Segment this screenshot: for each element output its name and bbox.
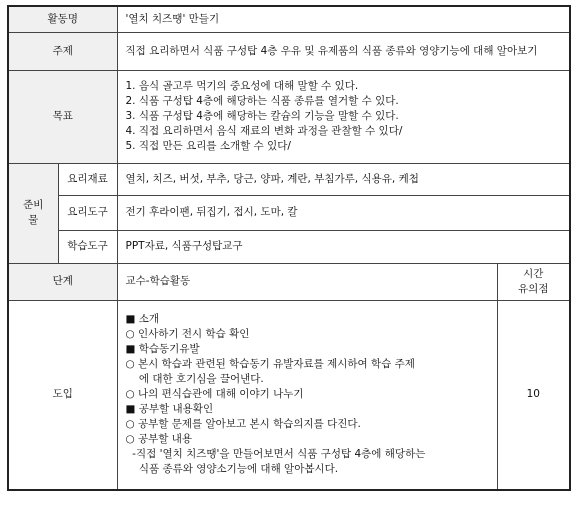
- goal-item: 1. 음식 골고루 먹기의 중요성에 대해 말할 수 있다.: [125, 80, 359, 92]
- intro-line: ○ 본시 학습과 관련된 학습동기 유발자료를 제시하여 학습 주제: [125, 358, 415, 371]
- ingredients-value: 열치, 치즈, 버섯, 부추, 당근, 양파, 계란, 부침가루, 식용유, 케첩: [117, 163, 570, 195]
- tools-label: 요리도구: [58, 195, 117, 230]
- intro-line: 식품 종류와 영양소기능에 대해 알아봅시다.: [125, 463, 339, 476]
- goal-row: [8, 70, 570, 163]
- activity-value: '열치 치즈땡' 만들기: [117, 6, 570, 32]
- topic-row: [8, 32, 570, 70]
- intro-line: ■ 소개: [125, 313, 160, 326]
- goal-item: 3. 식품 구성탑 4층에 해당하는 칼슘의 기능을 말할 수 있다.: [125, 110, 399, 122]
- prep-label: 준비물: [8, 163, 58, 263]
- procedure-header-row: [8, 263, 570, 300]
- topic-value: 직접 요리하면서 식품 구성탑 4층 우유 및 유제품의 식품 종류와 영양기능에 대해 알아보기: [117, 32, 570, 70]
- intro-activities: [117, 300, 497, 490]
- prep-tools-row: [8, 195, 570, 230]
- activity-label: 활동명: [8, 6, 117, 32]
- prep-ingredients-row: [8, 163, 570, 195]
- stage-header: 단계: [8, 263, 117, 300]
- activity-row: [8, 6, 570, 32]
- intro-line: -직접 '열치 치즈땡'을 만들어보면서 식품 구성탑 4층에 해당하는: [125, 448, 426, 461]
- intro-stage: 도입: [8, 300, 117, 490]
- topic-label: 주제: [8, 32, 117, 70]
- goal-item: 5. 직접 만든 요리를 소개할 수 있다/: [125, 140, 291, 152]
- intro-line: 에 대한 호기심을 끌어낸다.: [125, 373, 264, 386]
- prep-materials-row: [8, 230, 570, 263]
- tools-value: 전기 후라이팬, 뒤집기, 접시, 도마, 칼: [117, 195, 570, 230]
- goal-list: [117, 70, 570, 163]
- intro-line: ○ 인사하기 전시 학습 확인: [125, 328, 250, 341]
- goal-item: 4. 직접 요리하면서 음식 재료의 변화 과정을 관찰할 수 있다/: [125, 125, 403, 137]
- intro-line: ■ 공부할 내용확인: [125, 403, 214, 416]
- lesson-plan-table: [7, 5, 571, 491]
- intro-line: ○ 공부할 내용: [125, 433, 193, 446]
- intro-line: ○ 공부할 문제를 알아보고 본시 학습의지를 다진다.: [125, 418, 361, 431]
- time-header: 시간: [523, 267, 544, 280]
- intro-line: ■ 학습동기유발: [125, 343, 200, 356]
- ingredients-label: 요리재료: [58, 163, 117, 195]
- intro-line: ○ 나의 편식습관에 대해 이야기 나누기: [125, 388, 304, 401]
- materials-value: PPT자료, 식품구성탑교구: [117, 230, 570, 263]
- materials-label: 학습도구: [58, 230, 117, 263]
- activity-header: 교수-학습활동: [117, 263, 497, 300]
- intro-row: [8, 300, 570, 490]
- goal-label: 목표: [8, 70, 117, 163]
- notes-header: 유의점: [518, 282, 549, 295]
- time-notes-header: [497, 263, 570, 300]
- intro-time: 10: [497, 300, 570, 490]
- goal-item: 2. 식품 구성탑 4층에 해당하는 식품 종류를 열거할 수 있다.: [125, 95, 399, 107]
